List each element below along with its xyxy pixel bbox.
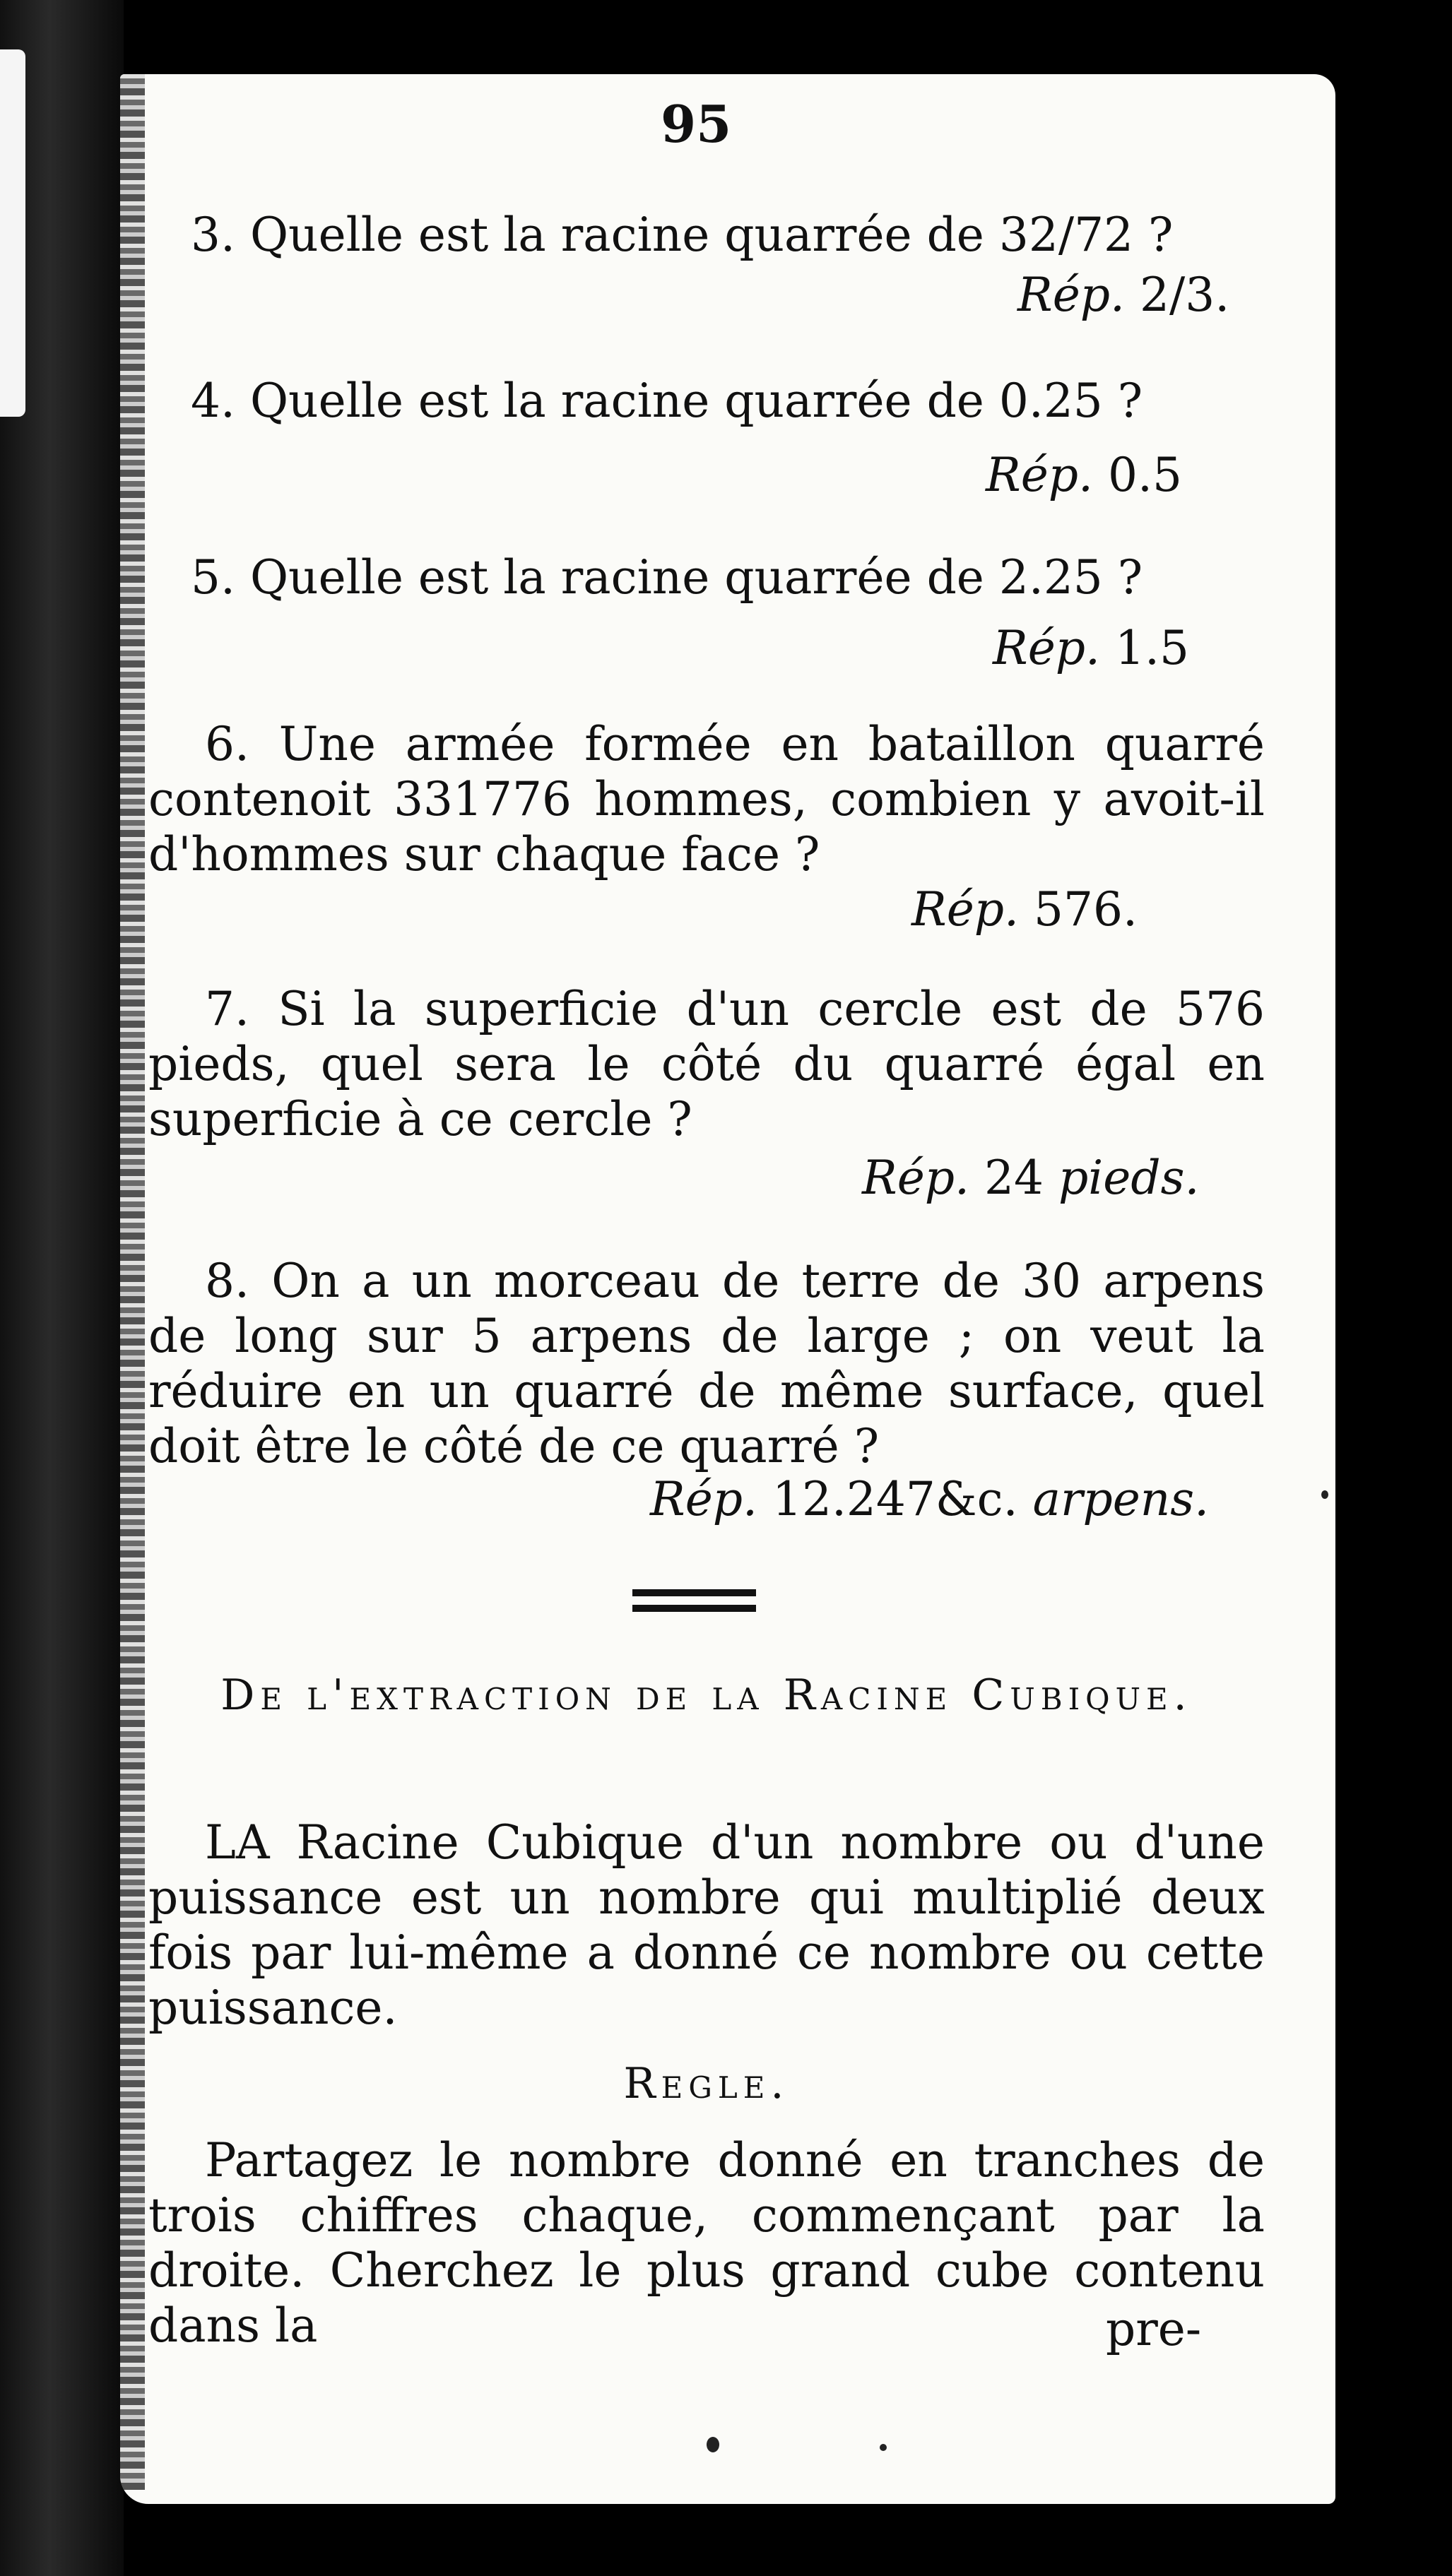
answer-label: Rép. bbox=[911, 882, 1019, 937]
answer-value: 12.247&c. bbox=[772, 1472, 1018, 1526]
question-3: 3. Quelle est la racine quarrée de 32/72 ? bbox=[191, 208, 1174, 262]
answer-label: Rép. bbox=[862, 1151, 969, 1205]
answer-label: Rép. bbox=[1017, 268, 1125, 322]
answer-6 bbox=[911, 882, 1138, 937]
answer-8 bbox=[650, 1472, 1210, 1526]
catchword: pre- bbox=[1106, 2302, 1202, 2356]
answer-3 bbox=[1017, 268, 1230, 322]
answer-value: 2/3. bbox=[1139, 268, 1230, 322]
ink-speck bbox=[880, 2444, 887, 2451]
ink-speck bbox=[707, 2437, 719, 2452]
problem-7-text: 7. Si la superficie d'un cercle est de 576 pieds, quel sera le côté du quarré égal en superficie à ce cercle ? bbox=[148, 982, 1265, 1146]
section-heading: De l'extraction de la Racine Cubique. bbox=[220, 1670, 1193, 1720]
answer-4 bbox=[986, 448, 1182, 502]
answer-value: 24 bbox=[984, 1151, 1044, 1205]
answer-7 bbox=[862, 1151, 1200, 1205]
page-number: 95 bbox=[661, 94, 732, 154]
answer-unit: pieds. bbox=[1058, 1151, 1200, 1205]
answer-value: 0.5 bbox=[1107, 448, 1182, 502]
section-rule-top bbox=[632, 1589, 756, 1596]
problem-8 bbox=[148, 1254, 1265, 1474]
problem-7 bbox=[148, 982, 1265, 1147]
section-rule-bottom bbox=[632, 1605, 756, 1612]
answer-5 bbox=[993, 621, 1189, 675]
rule-heading: Regle. bbox=[623, 2059, 790, 2108]
question-5: 5. Quelle est la racine quarrée de 2.25 ? bbox=[191, 550, 1143, 605]
ink-speck bbox=[1321, 1490, 1328, 1499]
answer-label: Rép. bbox=[650, 1472, 757, 1526]
answer-value: 1.5 bbox=[1114, 621, 1189, 675]
problem-8-text: 8. On a un morceau de terre de 30 arpens de long sur 5 arpens de large ; on veut la réduire en un quarré de même surface, quel doit être le côté de ce quarré ? bbox=[148, 1254, 1265, 1473]
facing-page-edge bbox=[0, 49, 25, 417]
definition-paragraph bbox=[148, 1815, 1265, 2036]
answer-unit: arpens. bbox=[1032, 1472, 1210, 1526]
question-4: 4. Quelle est la racine quarrée de 0.25 ? bbox=[191, 374, 1143, 428]
problem-6-text: 6. Une armée formée en bataillon quarré contenoit 331776 hommes, combien y avoit-il d'hommes sur chaque face ? bbox=[148, 717, 1265, 882]
answer-value: 576. bbox=[1033, 882, 1138, 937]
answer-label: Rép. bbox=[993, 621, 1100, 675]
rule-paragraph bbox=[148, 2133, 1265, 2354]
problem-6 bbox=[148, 717, 1265, 882]
answer-label: Rép. bbox=[986, 448, 1093, 502]
page-gutter bbox=[120, 74, 145, 2490]
rule-text: Partagez le nombre donné en tranches de trois chiffres chaque, commençant par la droite. Cherchez le plus grand cube contenu dans la bbox=[148, 2133, 1265, 2353]
definition-text: LA Racine Cubique d'un nombre ou d'une puissance est un nombre qui multiplié deux fois par lui-même a donné ce nombre ou cette puissance. bbox=[148, 1815, 1265, 2035]
